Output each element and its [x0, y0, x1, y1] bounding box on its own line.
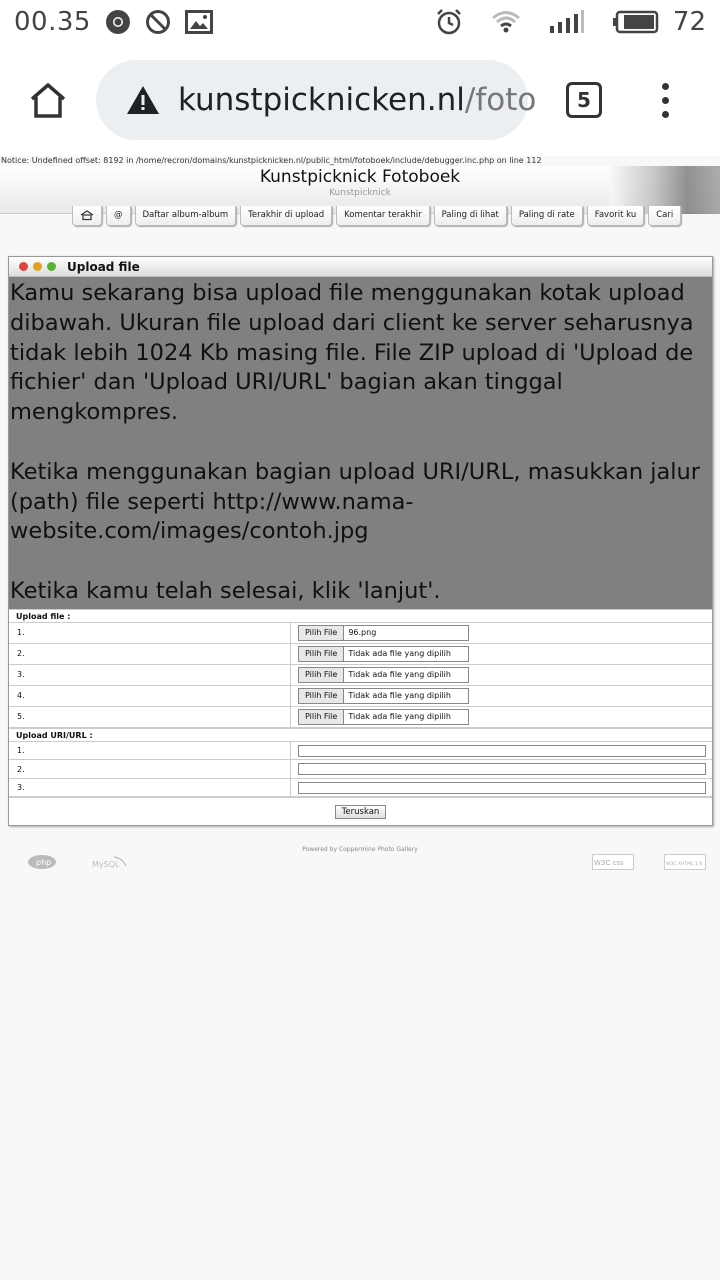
choose-file-button[interactable]: Pilih File [299, 626, 344, 640]
w3c-css-icon [592, 854, 634, 870]
url-text[interactable] [178, 82, 537, 118]
file-input[interactable] [298, 646, 469, 662]
file-input[interactable] [298, 667, 469, 683]
url-section-label: Upload URI/URL : [9, 728, 712, 742]
battery-level: 72 [672, 7, 706, 37]
url-input[interactable] [298, 745, 706, 757]
nav-last-uploads[interactable]: Terakhir di upload [240, 206, 332, 226]
instruction-paragraph: Ketika menggunakan bagian upload URI/URL, masukkan jalur (path) file seperti http://www.nama-website.com/images/contoh.jpg [10, 458, 701, 545]
choose-file-button[interactable]: Pilih File [299, 647, 344, 661]
chrome-icon [105, 9, 131, 35]
url-input[interactable] [298, 782, 706, 794]
file-row [9, 686, 712, 707]
xhtml-badge-label: W3C XHTML 1.0 [666, 862, 703, 867]
row-number: 2. [9, 760, 291, 778]
choose-file-button[interactable]: Pilih File [299, 668, 344, 682]
file-input[interactable] [298, 709, 469, 725]
file-name: Tidak ada file yang dipilih [348, 691, 451, 701]
php-notice: Notice: Undefined offset: 8192 in /home/recron/domains/kunstpicknicken.nl/public_html/fotoboek/include/debugger.inc.php on line 112 [1, 156, 542, 165]
more-menu-button[interactable] [662, 83, 669, 118]
submit-row [9, 797, 712, 825]
url-path: /foto [464, 82, 537, 118]
file-section-label: Upload file : [9, 609, 712, 623]
url-host: kunstpicknicken.nl [178, 82, 465, 118]
main-nav [72, 206, 681, 226]
url-row [9, 779, 712, 798]
panel-header [9, 257, 712, 277]
panel-title: Upload file [67, 259, 140, 274]
url-row [9, 760, 712, 779]
upload-panel [8, 256, 713, 826]
file-row [9, 623, 712, 644]
mysql-logo-icon [86, 854, 128, 870]
block-icon [145, 9, 171, 35]
maximize-dot-icon [47, 262, 56, 271]
nav-most-viewed[interactable]: Paling di lihat [434, 206, 507, 226]
alarm-icon [435, 8, 463, 36]
file-row [9, 644, 712, 665]
browser-toolbar [0, 44, 720, 156]
row-number: 1. [9, 623, 291, 643]
web-page [0, 156, 720, 1280]
row-number: 5. [9, 707, 291, 727]
nav-top-rated[interactable]: Paling di rate [511, 206, 583, 226]
url-row [9, 742, 712, 761]
nav-contact[interactable]: @ [106, 206, 131, 226]
file-input[interactable] [298, 625, 469, 641]
php-logo-icon [14, 854, 58, 870]
file-name: Tidak ada file yang dipilih [348, 712, 451, 722]
powered-by-link[interactable]: Powered by Coppermine Photo Gallery [302, 846, 418, 853]
row-number: 1. [9, 742, 291, 760]
address-bar[interactable] [96, 60, 537, 140]
row-number: 2. [9, 644, 291, 664]
instruction-paragraph: Kamu sekarang bisa upload file menggunakan kotak upload dibawah. Ukuran file upload dari client ke server seharusnya tidak lebih 1024 Kb masing file. File ZIP upload di 'Upload de fichier' dan 'Upload URI/URL' bagian akan tinggal mengkompres. [10, 280, 694, 426]
close-dot-icon [19, 262, 28, 271]
warning-icon[interactable] [126, 85, 160, 115]
row-number: 4. [9, 686, 291, 706]
status-bar [0, 0, 720, 44]
row-number: 3. [9, 779, 291, 797]
file-row [9, 707, 712, 728]
nav-albums[interactable]: Daftar album-album [135, 206, 237, 226]
file-name: Tidak ada file yang dipilih [348, 649, 451, 659]
php-badge[interactable] [14, 854, 58, 870]
upload-instructions [9, 277, 712, 609]
choose-file-button[interactable]: Pilih File [299, 689, 344, 703]
file-name: 96.png [348, 628, 377, 638]
mysql-badge-label: MySQL [92, 860, 120, 869]
tab-switcher-button[interactable]: 5 [566, 82, 602, 118]
nav-search[interactable]: Cari [648, 206, 681, 226]
minimize-dot-icon [33, 262, 42, 271]
nav-last-comments[interactable]: Komentar terakhir [336, 206, 429, 226]
css-valid-badge[interactable] [592, 854, 634, 870]
xhtml-valid-badge[interactable] [664, 854, 706, 870]
home-button[interactable] [0, 44, 96, 156]
continue-button[interactable]: Teruskan [335, 805, 387, 819]
home-icon [28, 81, 68, 119]
file-row [9, 665, 712, 686]
nav-home[interactable] [72, 206, 102, 226]
file-input[interactable] [298, 688, 469, 704]
w3c-xhtml-icon [664, 854, 706, 870]
url-input[interactable] [298, 763, 706, 775]
site-title: Kunstpicknick Fotoboek [259, 167, 461, 187]
row-number: 3. [9, 665, 291, 685]
file-name: Tidak ada file yang dipilih [348, 670, 451, 680]
site-subtitle: Kunstpicknick [329, 188, 391, 198]
image-icon [185, 10, 213, 34]
css-badge-label: W3C css [594, 859, 624, 867]
home-icon [80, 210, 94, 220]
mysql-badge[interactable] [86, 854, 128, 870]
status-time: 00.35 [14, 7, 91, 37]
php-badge-label: php [36, 858, 52, 867]
signal-icon [549, 10, 585, 34]
choose-file-button[interactable]: Pilih File [299, 710, 344, 724]
battery-icon [613, 10, 659, 34]
nav-favorites[interactable]: Favorit ku [587, 206, 645, 226]
instruction-paragraph: Ketika kamu telah selesai, klik 'lanjut'. [10, 577, 441, 604]
wifi-icon [491, 9, 521, 35]
